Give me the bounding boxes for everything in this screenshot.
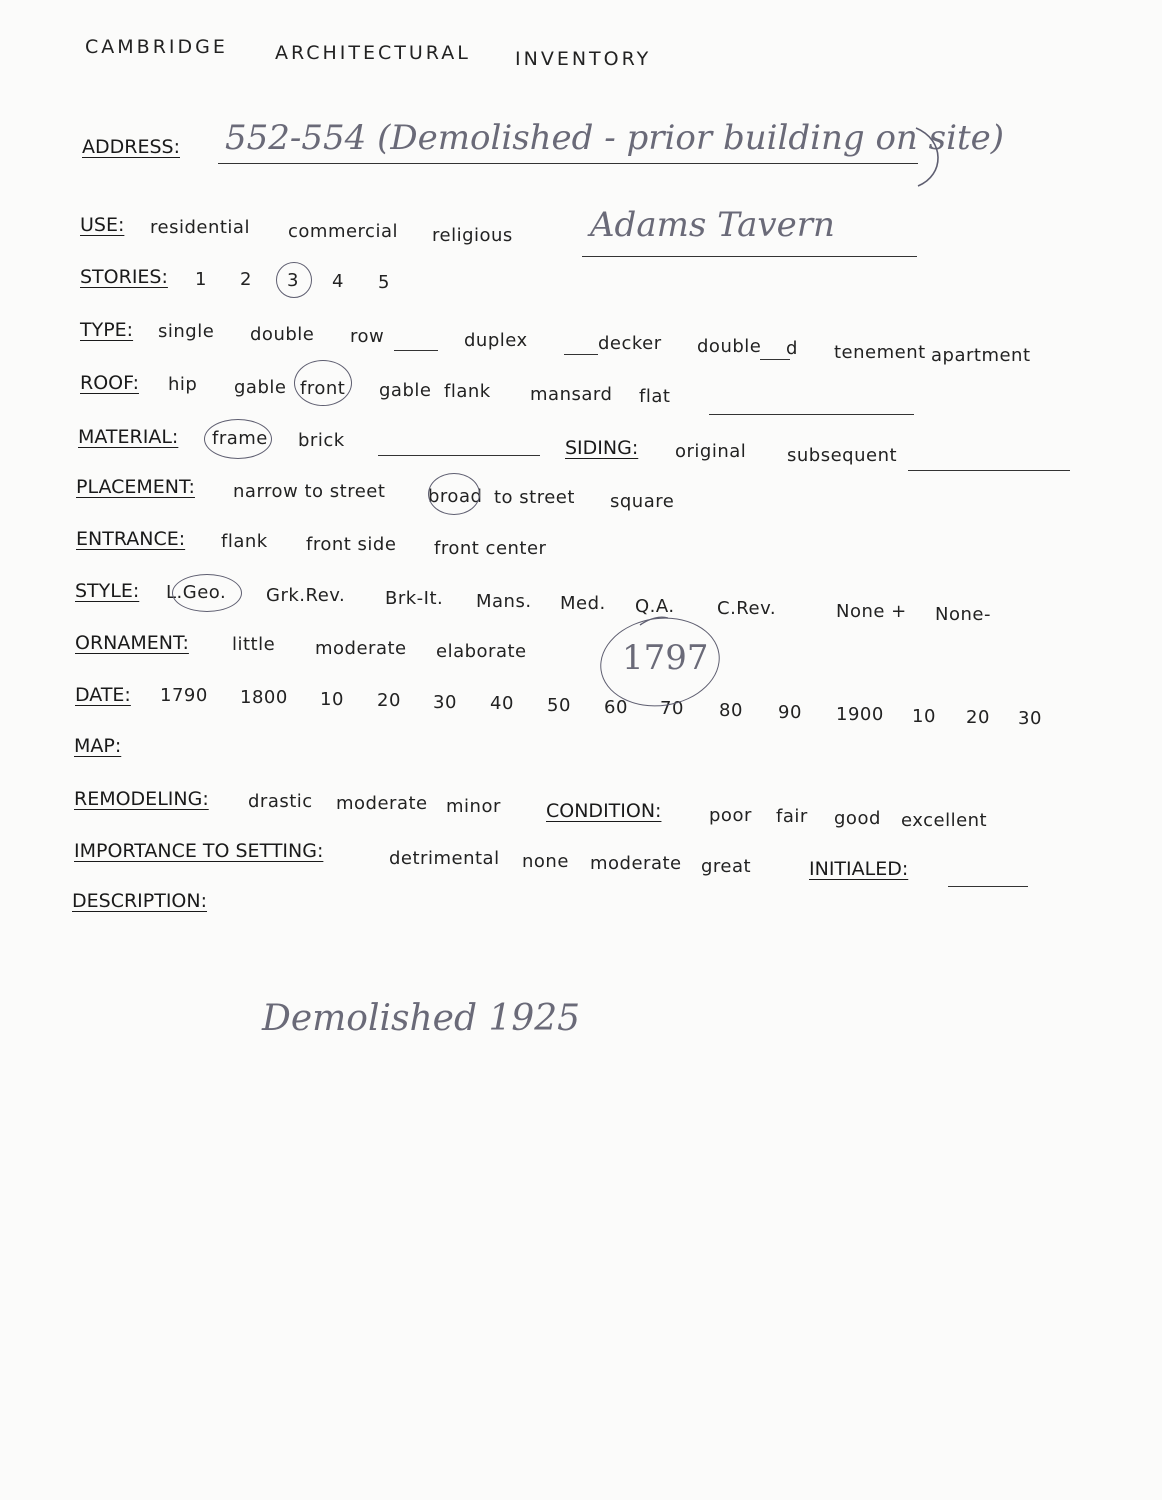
style-option-none-minus: None- (935, 604, 991, 625)
roof-option-mansard: mansard (530, 384, 613, 405)
date-option-40: 40 (490, 693, 514, 714)
use-label: USE: (80, 214, 125, 236)
date-handwritten: 1797 (622, 638, 709, 678)
type-option-duplex: duplex (464, 330, 528, 351)
siding-option-subsequent: subsequent (787, 445, 898, 466)
entrance-option-front-center: front center (434, 538, 547, 559)
roof-option-front: front (300, 378, 346, 399)
ornament-option-little: little (232, 634, 276, 655)
date-option-1900: 1900 (836, 704, 884, 725)
description-handwritten: Demolished 1925 (262, 998, 581, 1039)
style-option-brk-it: Brk-It. (385, 588, 444, 609)
map-label: MAP: (74, 735, 122, 757)
style-option-mans: Mans. (476, 591, 532, 612)
entrance-option-front-side: front side (306, 534, 397, 555)
placement-label: PLACEMENT: (76, 476, 195, 498)
placement-option-square: square (610, 491, 675, 512)
use-option-religious: religious (432, 225, 513, 246)
siding-label: SIDING: (565, 437, 639, 459)
condition-option-excellent: excellent (901, 810, 988, 831)
remodeling-option-drastic: drastic (248, 791, 313, 812)
date-option-30: 30 (433, 692, 457, 713)
date-option-20: 20 (377, 690, 401, 711)
stories-option-4: 4 (332, 271, 344, 292)
placement-option-to-street: to street (494, 487, 575, 508)
date-option-50: 50 (547, 695, 571, 716)
importance-option-detrimental: detrimental (389, 848, 500, 869)
placement-option-broad: broad (428, 486, 483, 507)
remodeling-label: REMODELING: (74, 788, 209, 810)
date-option-80: 80 (719, 700, 743, 721)
date-option-1930: 30 (1018, 708, 1042, 729)
importance-option-none: none (522, 851, 569, 872)
type-option-double-d: double (697, 336, 762, 357)
type-option-d: d (786, 338, 798, 359)
style-label: STYLE: (75, 580, 140, 602)
stories-option-2: 2 (240, 269, 252, 290)
roof-option-gable-2: gable (379, 380, 432, 401)
material-label: MATERIAL: (78, 426, 179, 448)
roof-option-hip: hip (168, 374, 198, 395)
condition-label: CONDITION: (546, 800, 662, 822)
use-option-residential: residential (150, 217, 250, 238)
type-option-row: row (350, 326, 385, 347)
header-cambridge: CAMBRIDGE (85, 36, 228, 58)
type-option-apartment: apartment (931, 345, 1031, 366)
entrance-label: ENTRANCE: (76, 528, 186, 550)
address-closing-bracket-mark (916, 128, 938, 186)
use-handwritten: Adams Tavern (590, 205, 835, 245)
remodeling-option-moderate: moderate (336, 793, 428, 814)
date-label: DATE: (75, 684, 131, 706)
style-option-none-plus: None + (836, 601, 907, 622)
date-option-70: 70 (660, 698, 684, 719)
date-option-90: 90 (778, 702, 802, 723)
date-circle-tail-mark (640, 617, 668, 625)
type-option-tenement: tenement (834, 342, 926, 363)
type-option-double: double (250, 324, 315, 345)
date-option-60: 60 (604, 697, 628, 718)
style-option-grk-rev: Grk.Rev. (266, 585, 346, 606)
roof-option-flat: flat (639, 386, 671, 407)
type-label: TYPE: (80, 319, 134, 341)
address-label: ADDRESS: (82, 136, 180, 158)
use-option-commercial: commercial (288, 221, 398, 242)
remodeling-option-minor: minor (446, 796, 501, 817)
stories-label: STORIES: (80, 266, 168, 288)
date-option-1920: 20 (966, 707, 990, 728)
ornament-option-moderate: moderate (315, 638, 407, 659)
roof-option-gable: gable (234, 377, 287, 398)
address-handwritten: 552-554 (Demolished - prior building on site) (225, 118, 1005, 158)
roof-label: ROOF: (80, 372, 139, 394)
condition-option-good: good (834, 808, 881, 829)
header-inventory: INVENTORY (515, 48, 652, 70)
description-label: DESCRIPTION: (72, 890, 208, 912)
style-option-c-rev: C.Rev. (717, 598, 777, 619)
roof-option-flank: flank (444, 381, 491, 402)
style-option-med: Med. (560, 593, 606, 614)
material-option-brick: brick (298, 430, 345, 451)
entrance-option-flank: flank (221, 531, 268, 552)
type-option-single: single (158, 321, 215, 342)
date-option-10: 10 (320, 689, 344, 710)
importance-option-great: great (701, 856, 752, 877)
siding-option-original: original (675, 441, 747, 462)
style-option-l-geo: L.Geo. (166, 582, 227, 603)
placement-option-narrow: narrow to street (233, 481, 386, 502)
type-option-decker: decker (598, 333, 662, 354)
date-option-1800: 1800 (240, 687, 288, 708)
initialed-label: INITIALED: (809, 858, 909, 880)
condition-option-fair: fair (776, 806, 808, 827)
ornament-option-elaborate: elaborate (436, 641, 527, 662)
material-option-frame: frame (212, 428, 268, 449)
condition-option-poor: poor (709, 805, 752, 826)
date-option-1790: 1790 (160, 685, 208, 706)
stories-option-1: 1 (195, 269, 207, 290)
ornament-label: ORNAMENT: (75, 632, 189, 654)
stories-option-3: 3 (287, 270, 299, 291)
style-option-q-a: Q.A. (635, 596, 675, 617)
date-option-1910: 10 (912, 706, 936, 727)
header-architectural: ARCHITECTURAL (275, 42, 471, 64)
importance-label: IMPORTANCE TO SETTING: (74, 840, 324, 862)
stories-option-5: 5 (378, 272, 390, 293)
importance-option-moderate: moderate (590, 853, 682, 874)
